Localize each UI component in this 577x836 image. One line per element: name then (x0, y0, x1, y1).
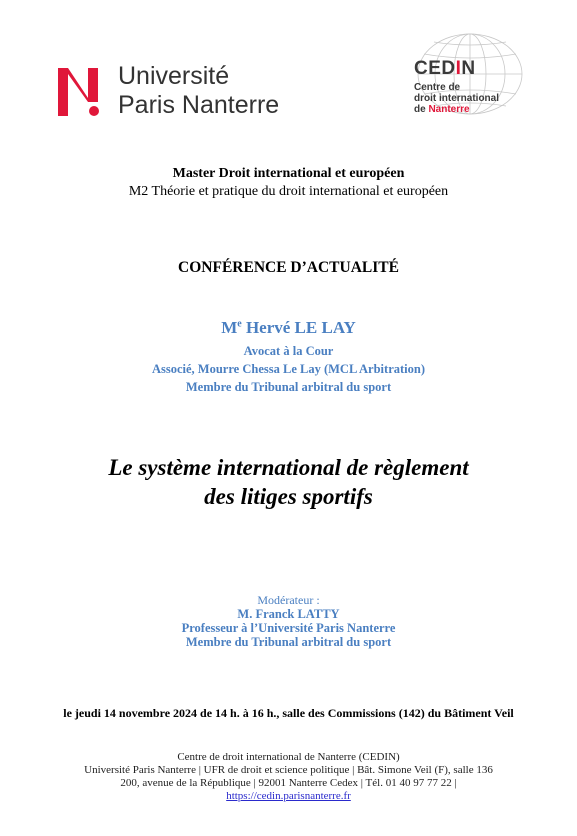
speaker-prefix-sup: e (237, 318, 242, 330)
footer-line2: Université Paris Nanterre | UFR de droit et science politique | Bât. Simone Veil (F), salle 136 (84, 764, 493, 776)
cedin-sub-line1: Centre de (414, 82, 461, 93)
university-logo (58, 62, 308, 122)
program-title: Master Droit international et européen (172, 166, 405, 181)
cedin-wordmark-part3: N (461, 58, 476, 79)
talk-title-line1: Le système international de règlement (108, 455, 469, 480)
cedin-wordmark (414, 58, 476, 80)
university-logo-text (118, 62, 279, 120)
cedin-sub-line3-part1: de (414, 104, 429, 115)
cedin-subtitle (414, 82, 499, 115)
cedin-wordmark-part1: CED (414, 58, 456, 79)
event-date-line: le jeudi 14 novembre 2024 de 14 h. à 16 h., salle des Commissions (142) du Bâtiment Veil (63, 706, 514, 720)
moderator-name: M. Franck LATTY (237, 607, 340, 621)
cedin-wordmark-part2: I (455, 58, 462, 79)
cedin-sub-line2: droit international (414, 93, 499, 104)
cedin-sub-line3-part2: Nanterre (428, 104, 470, 115)
speaker-membership-line: Membre du Tribunal arbitral du sport (185, 380, 392, 394)
university-logo-mark-icon (58, 68, 102, 116)
conference-title: CONFÉRENCE D’ACTUALITÉ (178, 259, 399, 276)
moderator-label: Modérateur : (257, 593, 320, 607)
cedin-logo (400, 32, 530, 122)
moderator-title: Professeur à l’Université Paris Nanterre (181, 621, 396, 635)
university-logo-line1: Université (118, 62, 230, 90)
footer-line3: 200, avenue de la République | 92001 Nanterre Cedex | Tél. 01 40 97 77 22 | (120, 777, 457, 789)
program-subtitle: M2 Théorie et pratique du droit international et européen (128, 184, 449, 199)
talk-title-line2: des litiges sportifs (204, 484, 373, 509)
speaker-name (0, 318, 577, 338)
moderator-membership: Membre du Tribunal arbitral du sport (185, 635, 392, 649)
footer-website-link[interactable]: https://cedin.parisnanterre.fr (226, 790, 351, 802)
cedin-sub-line3 (414, 104, 499, 115)
speaker-prefix: M (221, 318, 238, 337)
speaker-title-line: Avocat à la Cour (243, 344, 334, 358)
speaker-firm-line: Associé, Mourre Chessa Le Lay (MCL Arbitration) (151, 362, 425, 376)
footer-line1: Centre de droit international de Nanterre (CEDIN) (177, 751, 400, 763)
speaker-name-text: Hervé LE LAY (241, 318, 356, 337)
university-logo-line2: Paris Nanterre (118, 91, 280, 119)
footer-link-row (0, 790, 577, 802)
